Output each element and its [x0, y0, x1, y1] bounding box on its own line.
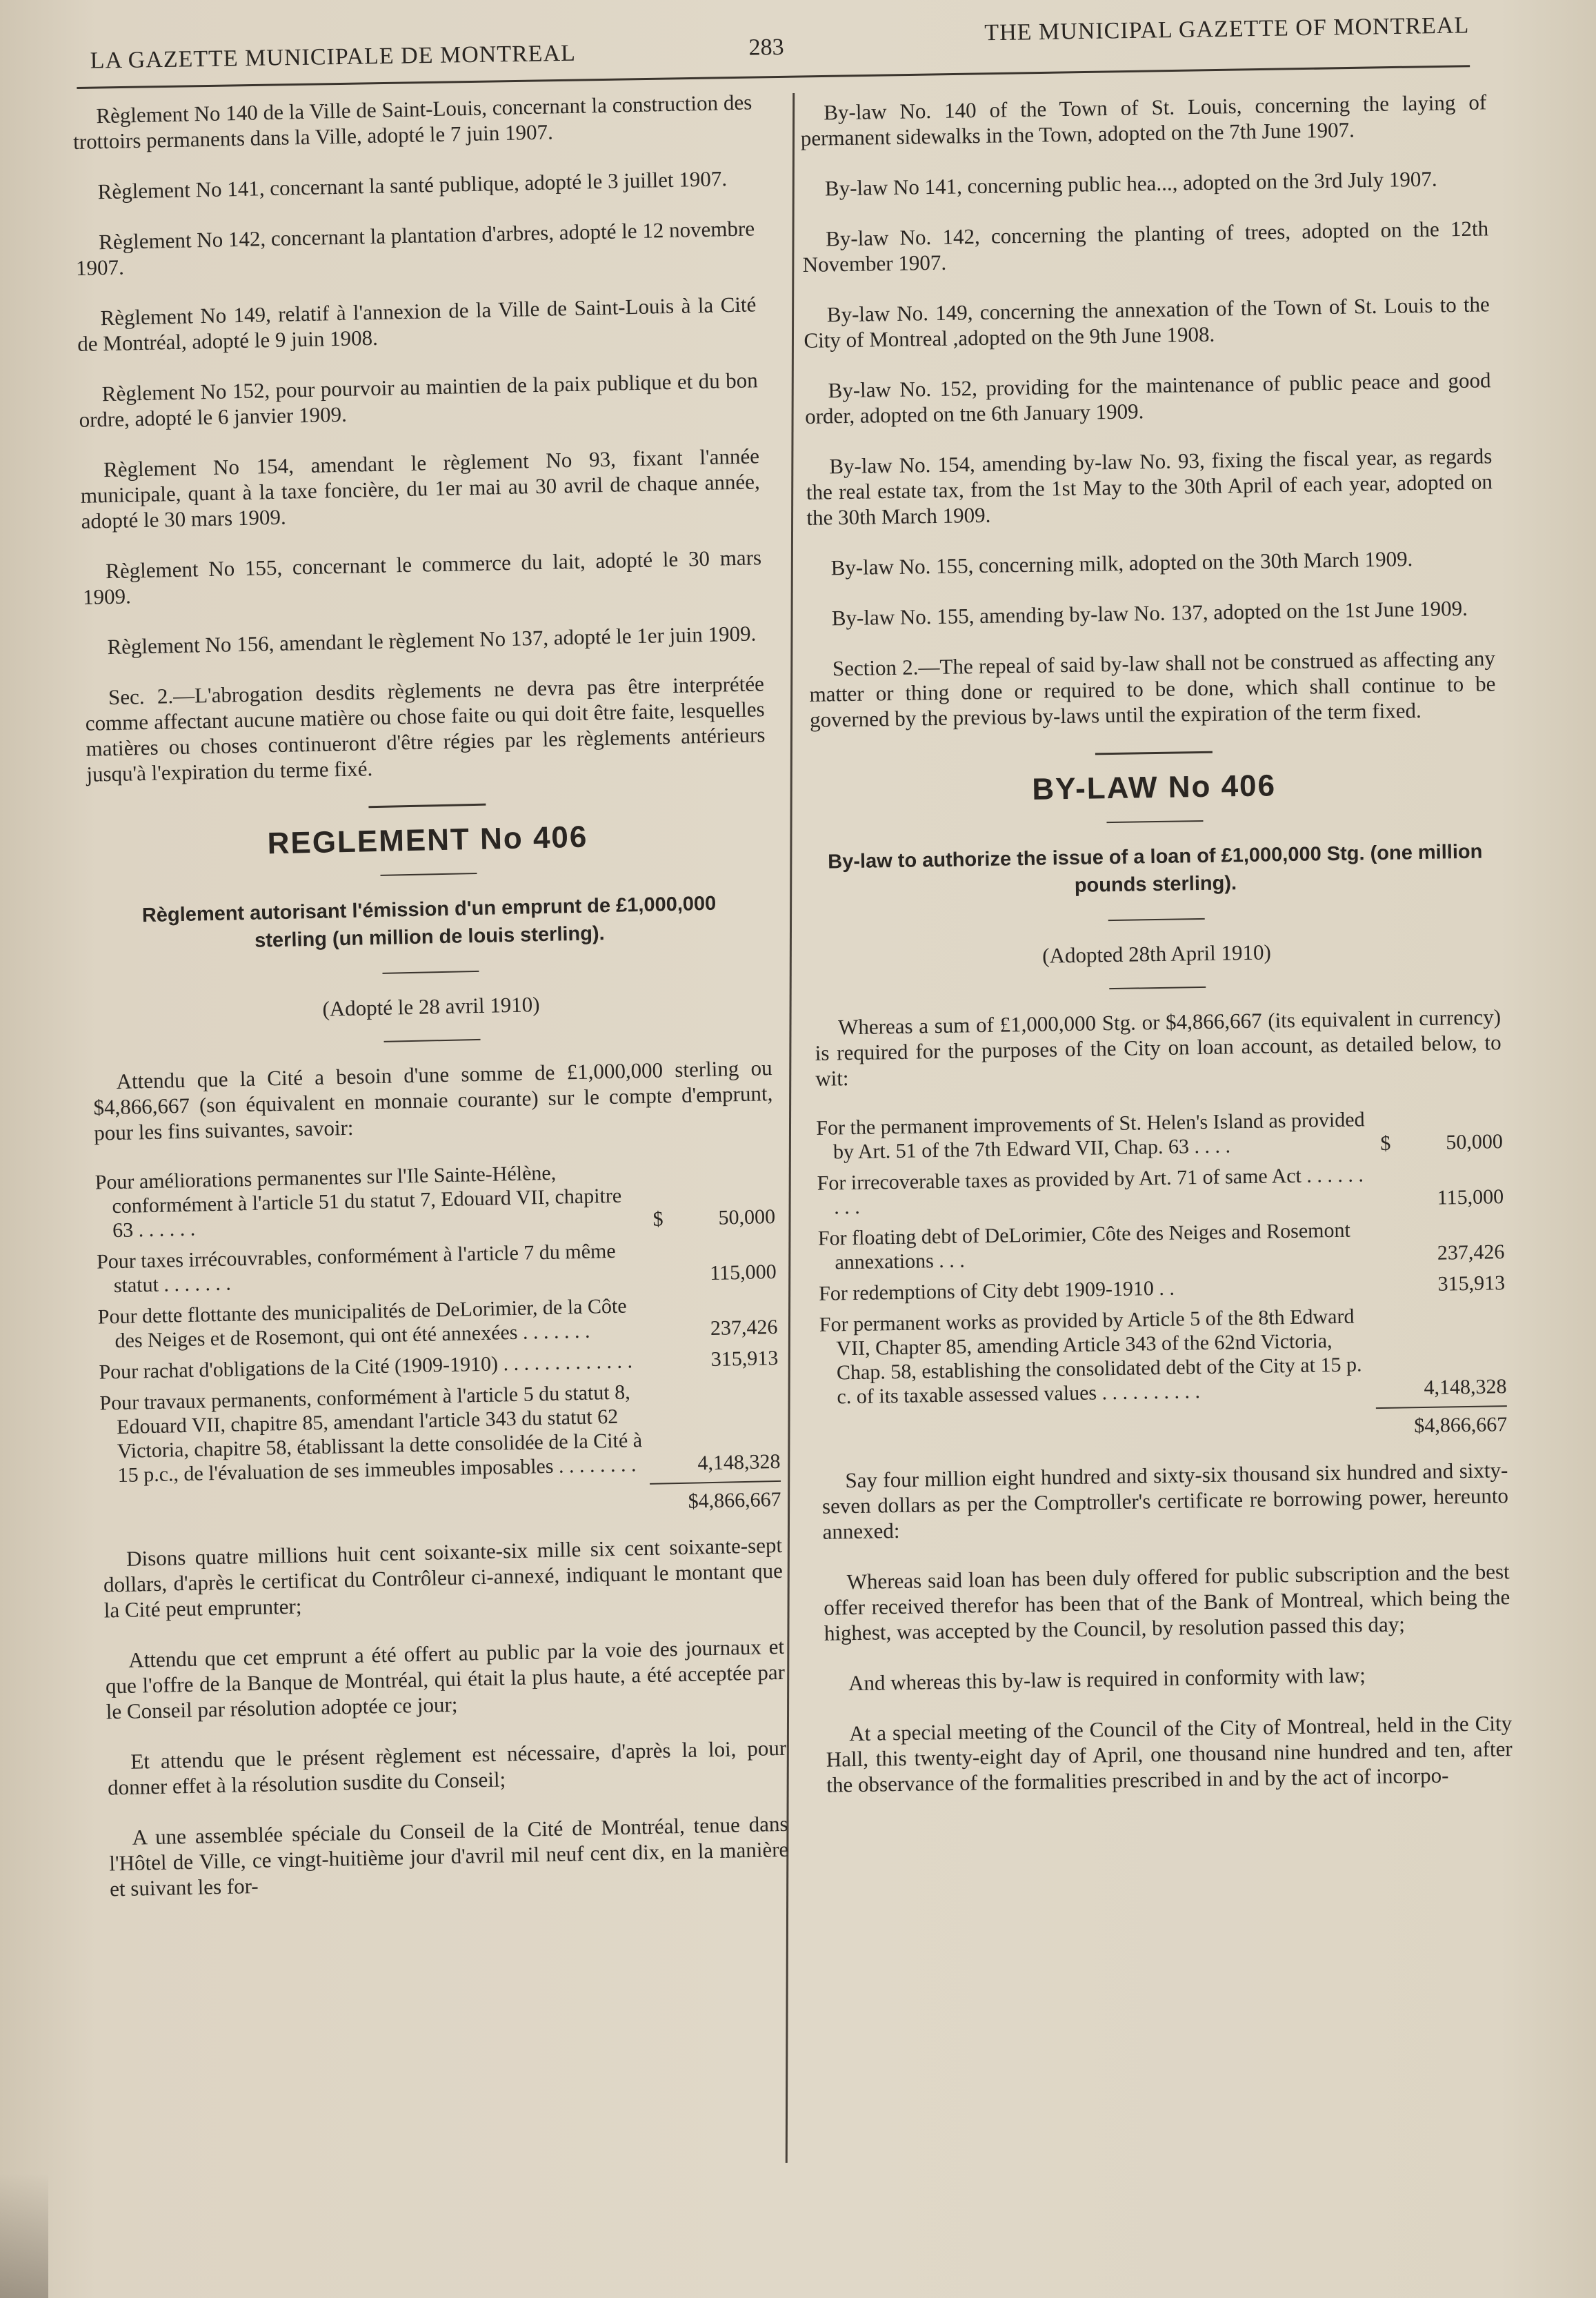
- en-intro: Whereas a sum of £1,000,000 Stg. or $4,866,667 (its equivalent in currency) is required for the purposes of the City on loan account, as detailed below, to wit:: [815, 1004, 1502, 1091]
- ledger-dollar: [647, 1341, 675, 1342]
- fr-para: Sec. 2.—L'abrogation desdits règlements ne devra pas être interprétée comme affectant aucune matière ou chose faite ou qui doit être faite, lesquelles matières ou choses continueront d'être régies par les règlements antérieurs jusqu'à l'expiration du terme fixé.: [85, 671, 766, 786]
- en-para: By-law No 141, concerning public hea..., adopted on the 3rd July 1907.: [824, 166, 1437, 201]
- en-adopted-date: (Adopted 28th April 1910): [1041, 940, 1272, 968]
- fr-para: Règlement No 142, concernant la plantation d'arbres, adopté le 12 novembre 1907.: [75, 216, 755, 280]
- ledger-row: [97, 1291, 777, 1354]
- ledger-amount: 315,913: [710, 1346, 779, 1371]
- fr-para: Règlement No 141, concernant la santé publique, adopté le 3 juillet 1907.: [97, 166, 728, 204]
- ledger-desc: Pour dette flottante des municipalités de DeLorimier, de la Côte des Neiges et de Rosemont, qui ont été annexées . . . . . . .: [97, 1294, 627, 1353]
- en-para: By-law No. 142, concerning the planting of trees, adopted on the 12th November 1907.: [802, 216, 1489, 277]
- ledger-amount: 237,426: [1437, 1240, 1505, 1265]
- ledger-desc: For redemptions of City debt 1909-1910 . .: [818, 1276, 1175, 1305]
- fr-intro: Attendu que la Cité a besoin d'une somme de £1,000,000 sterling ou $4,866,667 (son équivalent en monnaie courante) sur le compte d'emprunt, pour les fins suivantes, savoir:: [93, 1056, 773, 1145]
- en-para: By-law No. 149, concerning the annexation of the Town of St. Louis to the City of Montreal ,adopted on the 9th June 1908.: [804, 292, 1490, 353]
- ledger-total-rule: [1376, 1405, 1507, 1409]
- ledger-desc: For irrecoverable taxes as provided by Art. 71 of same Act . . . . . . . . .: [817, 1163, 1364, 1219]
- en-subheading: By-law to authorize the issue of a loan of £1,000,000 Stg. (one million pounds sterling).: [828, 840, 1483, 897]
- ledger-amount: 50,000: [1446, 1130, 1504, 1154]
- page-edge-shadow: [0, 2173, 48, 2298]
- ledger-row: [94, 1156, 775, 1243]
- fr-para: Attendu que cet emprunt a été offert au public par la voie des journaux et que l'offre de la Banque de Montréal, qui était la plus haute, a été acceptée par le Conseil par résolution adoptée ce jour;: [105, 1634, 786, 1724]
- ledger-total: $4,866,667: [1414, 1413, 1508, 1438]
- fr-heading: REGLEMENT No 406: [267, 820, 588, 861]
- section-rule: [382, 971, 479, 974]
- en-para: At a special meeting of the Council of the City of Montreal, held in the City Hall, this twenty-eight day of April, one thousand nine hundred and ten, after the observance of the formalities prescribed in and by the act of incorpo-: [826, 1711, 1513, 1797]
- en-heading: BY-LAW No 406: [1032, 769, 1277, 806]
- section-rule: [1109, 987, 1206, 989]
- header-french-title: LA GAZETTE MUNICIPALE DE MONTREAL: [90, 40, 577, 74]
- fr-para: Règlement No 140 de la Ville de Saint-Louis, concernant la construction des trottoirs permanents dans la Ville, adopté le 7 juin 1907.: [72, 90, 752, 154]
- fr-para: Règlement No 154, amendant le règlement No 93, fixant l'année municipale, quant à la taxe foncière, du 1er mai au 30 avril de chaque année, adopté le 30 mars 1909.: [80, 444, 761, 533]
- en-para: By-law No. 154, amending by-law No. 93, fixing the fiscal year, as regards the real estate tax, from the 1st May to the 30th April of each year, adopted on the 30th March 1909.: [806, 444, 1493, 530]
- fr-para: A une assemblée spéciale du Conseil de la Cité de Montréal, tenue dans l'Hôtel de Ville, ce vingt-huitième jour d'avril mil neuf cent dix, en la manière et suivant les for-: [109, 1811, 789, 1901]
- ledger-desc: Pour améliorations permanentes sur l'Ile Sainte-Hélène, conformément à l'article 51 du statut 7, Edouard VII, chapitre 63 . . . . . .: [94, 1161, 622, 1242]
- fr-ledger: [94, 1156, 781, 1526]
- ledger-row: [817, 1160, 1504, 1220]
- ledger-row: [97, 1236, 777, 1298]
- ledger-amount: 50,000: [718, 1205, 776, 1229]
- ledger-amount: 4,148,328: [697, 1449, 781, 1475]
- ledger-desc: For the permanent improvements of St. Helen's Island as provided by Art. 51 of the 7th Edward VII, Chap. 63 . . . .: [816, 1108, 1365, 1164]
- french-column: [72, 89, 790, 1926]
- ledger-amount: 115,000: [1437, 1185, 1504, 1209]
- en-ledger: [816, 1105, 1507, 1447]
- ledger-dollar: [648, 1372, 675, 1373]
- ledger-row: [99, 1377, 781, 1488]
- page-header: [76, 6, 1470, 90]
- ledger-dollar: [646, 1286, 673, 1287]
- ledger-dollar: $: [652, 1207, 664, 1231]
- en-para: Say four million eight hundred and sixty-six thousand six hundred and sixty-seven dollars as per the Comptroller's certificate re borrowing power, hereunto annexed:: [821, 1458, 1509, 1544]
- fr-para: Règlement No 155, concernant le commerce du lait, adopté le 30 mars 1909.: [82, 545, 762, 609]
- fr-para: Règlement No 156, amendant le règlement No 137, adopté le 1er juin 1909.: [107, 621, 757, 660]
- fr-para: Et attendu que le présent règlement est nécessaire, d'après la loi, pour donner effet à la résolution susdite du Conseil;: [107, 1735, 787, 1800]
- ledger-dollar: [1374, 1297, 1402, 1298]
- ledger-desc: For floating debt of DeLorimier, Côte des Neiges and Rosemont annexations . . .: [817, 1218, 1351, 1274]
- ledger-amount: 4,148,328: [1424, 1375, 1507, 1400]
- ledger-amount: 237,426: [710, 1315, 778, 1340]
- fr-subheading: Règlement autorisant l'émission d'un emprunt de £1,000,000 sterling (un million de louis sterling).: [141, 892, 717, 952]
- page-number: 283: [748, 34, 784, 61]
- fr-para: Règlement No 149, relatif à l'annexion de la Ville de Saint-Louis à la Cité de Montréal, adopté le 9 juin 1908.: [77, 292, 757, 356]
- ledger-total: $4,866,667: [688, 1487, 781, 1513]
- en-para: By-law No. 140 of the Town of St. Louis, concerning the laying of permanent sidewalks in the Town, adopted on the 7th June 1907.: [800, 90, 1487, 150]
- section-rule: [383, 1039, 480, 1042]
- en-para: By-law No. 152, providing for the maintenance of public peace and good order, adopted on tne 6th January 1909.: [804, 368, 1491, 428]
- english-column: [800, 89, 1513, 1822]
- ledger-row: [819, 1271, 1505, 1306]
- section-rule: [1095, 751, 1212, 755]
- section-rule: [1106, 820, 1203, 823]
- ledger-row: [818, 1216, 1505, 1275]
- en-para: Section 2.—The repeal of said by-law shall not be construed as affecting any matter or thing done or required to be done, which shall continue to be governed by the previous by-laws until the expiration of the term fixed.: [809, 646, 1496, 732]
- ledger-total-rule: [650, 1480, 781, 1485]
- section-rule: [1108, 918, 1204, 921]
- en-para: By-law No. 155, amending by-law No. 137, adopted on the 1st June 1909.: [831, 595, 1468, 631]
- section-rule: [368, 804, 486, 809]
- section-rule: [380, 873, 477, 876]
- ledger-desc: Pour rachat d'obligations de la Cité (1909-1910) . . . . . . . . . . . . .: [99, 1349, 633, 1384]
- header-english-title: THE MUNICIPAL GAZETTE OF MONTREAL: [984, 12, 1470, 46]
- ledger-row: [819, 1302, 1507, 1409]
- ledger-desc: For permanent works as provided by Article 5 of the 8th Edward VII, Chapter 85, amending Article 343 of the 62nd Victoria, Chap. 58, establishing the consolidated debt of the City at 15 p. c. of its taxable assessed values . . . . . . . . . .: [819, 1305, 1362, 1409]
- en-para: By-law No. 155, concerning milk, adopted on the 30th March 1909.: [830, 546, 1413, 580]
- ledger-amount: 115,000: [709, 1260, 777, 1285]
- ledger-dollar: $: [1380, 1131, 1391, 1155]
- fr-para: Disons quatre millions huit cent soixante-six mille six cent soixante-sept dollars, d'après le certificat du Contrôleur ci-annexé, indiquant le montant que la Cité peut emprunter;: [103, 1532, 784, 1623]
- en-para: And whereas this by-law is required in conformity with law;: [848, 1663, 1366, 1696]
- en-para: Whereas said loan has been duly offered for public subscription and the best offer received therefor has been that of the Bank of Montreal, which being the highest, was accepted by the Council, by resolution passed this day;: [824, 1559, 1510, 1645]
- ledger-row: [816, 1105, 1503, 1165]
- ledger-dollar: [1374, 1266, 1402, 1267]
- fr-para: Règlement No 152, pour pourvoir au maintien de la paix publique et du bon ordre, adopté le 6 janvier 1909.: [79, 368, 758, 432]
- fr-adopted-date: (Adopté le 28 avril 1910): [322, 992, 540, 1021]
- ledger-desc: Pour taxes irrécouvrables, conformément à l'article 7 du même statut . . . . . . .: [96, 1239, 616, 1298]
- ledger-desc: Pour travaux permanents, conformément à l'article 5 du statut 8, Edouard VII, chapitre 85, amendant l'article 343 du statut 62 Victoria, chapitre 58, établissant la dette consolidée de la Cité à 15 p.c., de l'évaluation de ses immeubles imposables . . . . . . . .: [99, 1380, 643, 1487]
- ledger-amount: 315,913: [1437, 1271, 1506, 1296]
